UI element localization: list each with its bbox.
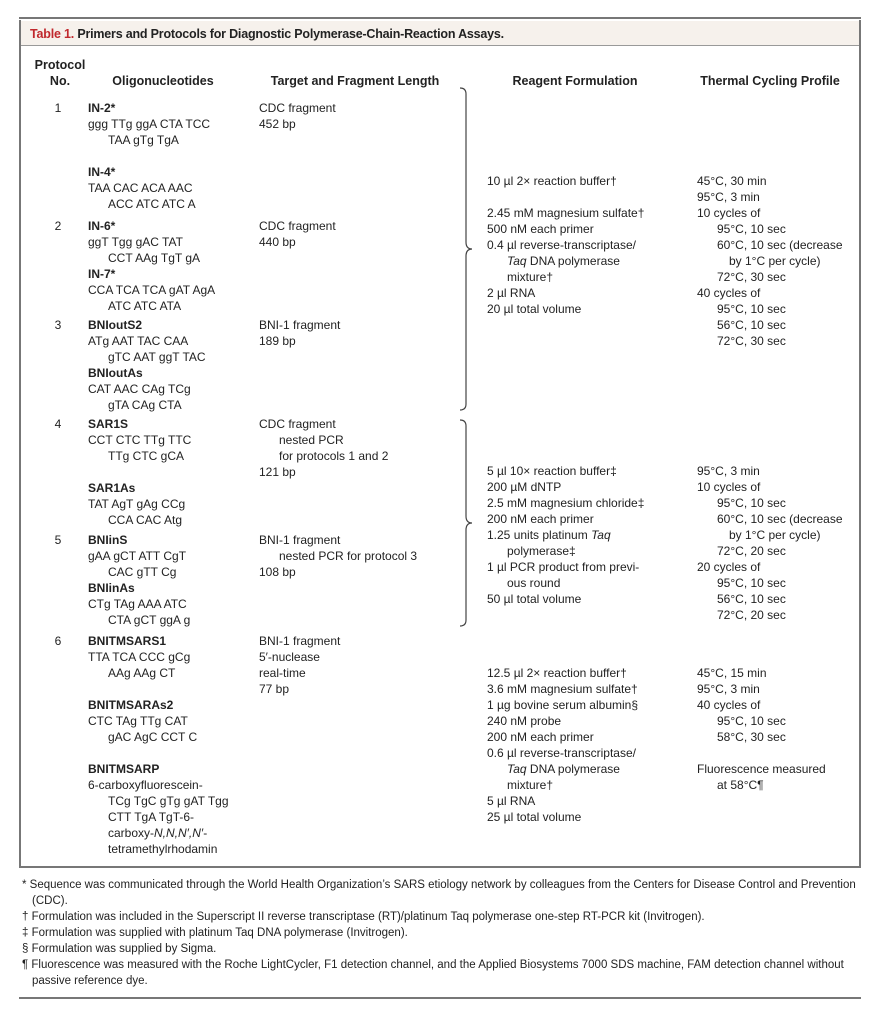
target-cell bbox=[259, 218, 336, 250]
oligonucleotides-cell bbox=[88, 416, 191, 528]
cell-line: 1.25 units platinum Taq bbox=[487, 528, 611, 542]
cell-line: 200 µM dNTP bbox=[487, 480, 562, 494]
cell-line: IN-7* bbox=[88, 267, 116, 281]
cell-line: 72°C, 20 sec bbox=[717, 608, 786, 622]
cell-line: CCA CAC Atg bbox=[108, 513, 183, 527]
cell-line: 2.5 mM magnesium chloride‡ bbox=[487, 496, 645, 510]
cell-line: 56°C, 10 sec bbox=[717, 592, 786, 606]
cell-line: 95°C, 10 sec bbox=[717, 576, 786, 590]
cell-line: 72°C, 20 sec bbox=[717, 544, 786, 558]
footnote: † Formulation was included in the Superscript II reverse transcriptase (RT)/platinum Taq polymerase one-step RT-PCR kit (Invitrogen). bbox=[22, 911, 705, 923]
cell-line: 440 bp bbox=[259, 235, 296, 249]
cell-line: mixture† bbox=[507, 778, 554, 792]
cell-line: 500 nM each primer bbox=[487, 222, 594, 236]
cell-line: 50 µl total volume bbox=[487, 592, 582, 606]
target-cell bbox=[259, 100, 336, 132]
reagent-cell bbox=[487, 463, 644, 607]
footnote: ¶ Fluorescence was measured with the Roche LightCycler, F1 detection channel, and the Applied Biosystems 7000 SDS machine, FAM detection channel without passive reference dye. bbox=[22, 959, 844, 987]
cell-line: BNI-1 fragment bbox=[259, 533, 341, 547]
cell-line: 5′-nuclease bbox=[259, 650, 320, 664]
oligonucleotides-cell bbox=[88, 100, 210, 212]
cell-line: gAC AgC CCT C bbox=[108, 730, 198, 744]
brace-group-2 bbox=[458, 418, 474, 628]
reagent-cell bbox=[487, 173, 644, 317]
cell-line: 95°C, 3 min bbox=[697, 464, 760, 478]
spacer bbox=[697, 745, 826, 761]
cell-line: CTC TAg TTg CAT bbox=[88, 714, 188, 728]
cell-line: 45°C, 30 min bbox=[697, 174, 767, 188]
header-reagent: Reagent Formulation bbox=[512, 74, 638, 88]
cell-line: Taq DNA polymerase bbox=[507, 762, 620, 776]
target-cell bbox=[259, 532, 417, 580]
cell-line: nested PCR for protocol 3 bbox=[279, 549, 418, 563]
cell-line: 1 µl PCR product from previ- bbox=[487, 560, 640, 574]
oligonucleotides-cell bbox=[88, 633, 229, 857]
cell-line: 12.5 µl 2× reaction buffer† bbox=[487, 666, 627, 680]
cell-line: 40 cycles of bbox=[697, 286, 761, 300]
table-title bbox=[30, 27, 504, 41]
cell-line: 95°C, 10 sec bbox=[717, 222, 786, 236]
cell-line: 95°C, 3 min bbox=[697, 190, 760, 204]
cell-line: BNIinS bbox=[88, 533, 128, 547]
cell-line: 56°C, 10 sec bbox=[717, 318, 786, 332]
cell-line: 452 bp bbox=[259, 117, 296, 131]
cell-line: 10 cycles of bbox=[697, 480, 761, 494]
cell-line: 77 bp bbox=[259, 682, 290, 696]
spacer bbox=[487, 189, 644, 205]
thermal-cell bbox=[697, 665, 826, 793]
cell-line: Taq DNA polymerase bbox=[507, 254, 620, 268]
cell-line: BNIoutAs bbox=[88, 366, 143, 380]
cell-line: CDC fragment bbox=[259, 417, 336, 431]
cell-line: 95°C, 10 sec bbox=[717, 496, 786, 510]
cell-line: TCg TgC gTg gAT Tgg bbox=[108, 794, 229, 808]
cell-line: SAR1As bbox=[88, 481, 136, 495]
footnote: ‡ Formulation was supplied with platinum Taq DNA polymerase (Invitrogen). bbox=[22, 927, 408, 939]
cell-line: BNITMSARAs2 bbox=[88, 698, 174, 712]
cell-line: 189 bp bbox=[259, 334, 296, 348]
protocol-number: 5 bbox=[54, 533, 62, 547]
header-no: No. bbox=[49, 74, 71, 88]
cell-line: 200 nM each primer bbox=[487, 730, 594, 744]
cell-line: CCT CTC TTg TTC bbox=[88, 433, 192, 447]
cell-line: CAC gTT Cg bbox=[108, 565, 177, 579]
cell-line: ggT Tgg gAC TAT bbox=[88, 235, 183, 249]
table-label: Table 1. bbox=[30, 27, 75, 41]
oligonucleotides-cell bbox=[88, 317, 206, 413]
cell-line: mixture† bbox=[507, 270, 554, 284]
header-thermal: Thermal Cycling Profile bbox=[700, 74, 840, 88]
cell-line: 95°C, 3 min bbox=[697, 682, 760, 696]
header-protocol-no bbox=[32, 57, 88, 89]
cell-line: CTA gCT ggA g bbox=[108, 613, 191, 627]
reagent-cell bbox=[487, 665, 638, 825]
top-rule bbox=[19, 17, 861, 19]
footnote: § Formulation was supplied by Sigma. bbox=[22, 943, 217, 955]
cell-line: BNIoutS2 bbox=[88, 318, 142, 332]
cell-line: 20 µl total volume bbox=[487, 302, 582, 316]
cell-line: 6-carboxyfluorescein- bbox=[88, 778, 203, 792]
cell-line: IN-4* bbox=[88, 165, 116, 179]
cell-line: ACC ATC ATC A bbox=[108, 197, 196, 211]
cell-line: for protocols 1 and 2 bbox=[279, 449, 389, 463]
cell-line: TAA CAC ACA AAC bbox=[88, 181, 193, 195]
cell-line: ggg TTg ggA CTA TCC bbox=[88, 117, 211, 131]
cell-line: ATC ATC ATA bbox=[108, 299, 182, 313]
cell-line: 45°C, 15 min bbox=[697, 666, 767, 680]
cell-line: tetramethylrhodamin bbox=[108, 842, 218, 856]
cell-line: TAT AgT gAg CCg bbox=[88, 497, 186, 511]
cell-line: 72°C, 30 sec bbox=[717, 334, 786, 348]
target-cell bbox=[259, 633, 340, 697]
spacer bbox=[88, 681, 229, 697]
oligonucleotides-cell bbox=[88, 218, 215, 314]
cell-line: CDC fragment bbox=[259, 101, 336, 115]
footnotes bbox=[22, 877, 862, 989]
oligonucleotides-cell bbox=[88, 532, 190, 628]
cell-line: 60°C, 10 sec (decrease bbox=[717, 238, 843, 252]
cell-line: gAA gCT ATT CgT bbox=[88, 549, 187, 563]
cell-line: 10 µl 2× reaction buffer† bbox=[487, 174, 617, 188]
cell-line: polymerase‡ bbox=[507, 544, 576, 558]
cell-line: TAA gTg TgA bbox=[108, 133, 179, 147]
spacer bbox=[88, 745, 229, 761]
cell-line: by 1°C per cycle) bbox=[729, 528, 821, 542]
cell-line: 72°C, 30 sec bbox=[717, 270, 786, 284]
cell-line: 95°C, 10 sec bbox=[717, 302, 786, 316]
cell-line: BNITMSARP bbox=[88, 762, 160, 776]
cell-line: 10 cycles of bbox=[697, 206, 761, 220]
cell-line: 40 cycles of bbox=[697, 698, 761, 712]
cell-line: BNITMSARS1 bbox=[88, 634, 167, 648]
cell-line: CAT AAC CAg TCg bbox=[88, 382, 191, 396]
cell-line: ATg AAT TAC CAA bbox=[88, 334, 189, 348]
cell-line: 3.6 mM magnesium sulfate† bbox=[487, 682, 638, 696]
cell-line: 200 nM each primer bbox=[487, 512, 594, 526]
cell-line: CTT TgA TgT-6- bbox=[108, 810, 195, 824]
cell-line: 58°C, 30 sec bbox=[717, 730, 786, 744]
cell-line: CTg TAg AAA ATC bbox=[88, 597, 187, 611]
spacer bbox=[88, 464, 191, 480]
footnote: * Sequence was communicated through the World Health Organization’s SARS etiology network by colleagues from the Centers for Disease Control and Prevention (CDC). bbox=[22, 879, 856, 907]
header-target: Target and Fragment Length bbox=[270, 74, 440, 88]
cell-line: IN-6* bbox=[88, 219, 116, 233]
bottom-rule bbox=[19, 997, 861, 999]
cell-line: 5 µl RNA bbox=[487, 794, 536, 808]
header-protocol: Protocol bbox=[34, 58, 86, 72]
cell-line: by 1°C per cycle) bbox=[729, 254, 821, 268]
cell-line: 2 µl RNA bbox=[487, 286, 536, 300]
cell-line: IN-2* bbox=[88, 101, 116, 115]
cell-line: BNIinAs bbox=[88, 581, 135, 595]
cell-line: SAR1S bbox=[88, 417, 129, 431]
target-cell bbox=[259, 317, 340, 349]
brace-group-1 bbox=[458, 86, 474, 412]
cell-line: 20 cycles of bbox=[697, 560, 761, 574]
cell-line: 2.45 mM magnesium sulfate† bbox=[487, 206, 645, 220]
cell-line: gTC AAT ggT TAC bbox=[108, 350, 206, 364]
cell-line: CCT AAg TgT gA bbox=[108, 251, 201, 265]
cell-line: Fluorescence measured bbox=[697, 762, 826, 776]
cell-line: 5 µl 10× reaction buffer‡ bbox=[487, 464, 617, 478]
thermal-cell bbox=[697, 463, 843, 623]
cell-line: 0.4 µl reverse-transcriptase/ bbox=[487, 238, 636, 252]
cell-line: gTA CAg CTA bbox=[108, 398, 182, 412]
protocol-number: 4 bbox=[54, 417, 62, 431]
protocol-number: 2 bbox=[54, 219, 62, 233]
spacer bbox=[88, 148, 210, 164]
thermal-cell bbox=[697, 173, 843, 349]
cell-line: 0.6 µl reverse-transcriptase/ bbox=[487, 746, 636, 760]
table-title-text: Primers and Protocols for Diagnostic Polymerase-Chain-Reaction Assays. bbox=[77, 27, 504, 41]
header-oligonucleotides: Oligonucleotides bbox=[112, 74, 214, 88]
cell-line: BNI-1 fragment bbox=[259, 318, 341, 332]
cell-line: 60°C, 10 sec (decrease bbox=[717, 512, 843, 526]
cell-line: 108 bp bbox=[259, 565, 296, 579]
protocol-number: 3 bbox=[54, 318, 62, 332]
cell-line: TTA TCA CCC gCg bbox=[88, 650, 191, 664]
cell-line: TTg CTC gCA bbox=[108, 449, 185, 463]
cell-line: 121 bp bbox=[259, 465, 296, 479]
cell-line: 25 µl total volume bbox=[487, 810, 582, 824]
protocol-number: 6 bbox=[54, 634, 62, 648]
cell-line: CCA TCA TCA gAT AgA bbox=[88, 283, 216, 297]
cell-line: nested PCR bbox=[279, 433, 344, 447]
cell-line: ous round bbox=[507, 576, 561, 590]
cell-line: 95°C, 10 sec bbox=[717, 714, 786, 728]
cell-line: real-time bbox=[259, 666, 306, 680]
cell-line: 1 µg bovine serum albumin§ bbox=[487, 698, 638, 712]
target-cell bbox=[259, 416, 388, 480]
protocol-number: 1 bbox=[54, 101, 62, 115]
cell-line: BNI-1 fragment bbox=[259, 634, 341, 648]
cell-line: AAg AAg CT bbox=[108, 666, 176, 680]
cell-line: CDC fragment bbox=[259, 219, 336, 233]
cell-line: at 58°C¶ bbox=[717, 778, 764, 792]
cell-line: 240 nM probe bbox=[487, 714, 562, 728]
cell-line: carboxy-N,N,N′,N′- bbox=[108, 826, 208, 840]
